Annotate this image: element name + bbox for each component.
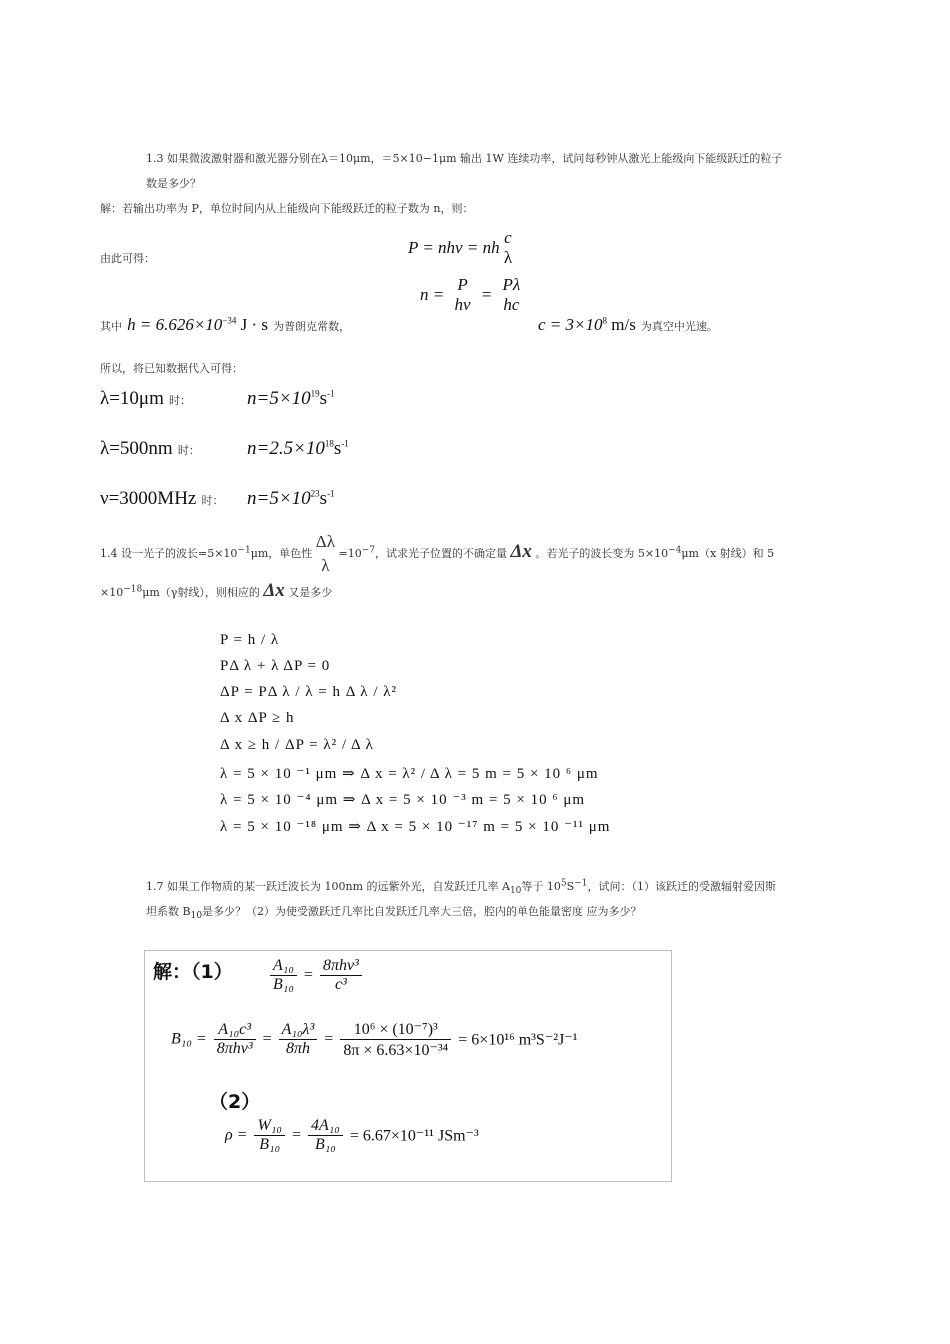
eq2-f1-den: hν [454, 295, 471, 314]
f1-frac-1 [270, 957, 297, 994]
q13-line2: 数是多少？ [146, 177, 201, 190]
result-unit-exp: -1 [341, 438, 349, 449]
solution-image-box [144, 950, 672, 1182]
result-n: n=5×10 [247, 488, 311, 509]
q14-2c: 又是多少 [288, 586, 333, 599]
h-exp: −34 [222, 315, 237, 326]
eq2-equals: = [480, 285, 493, 304]
eq1-fraction [504, 228, 512, 268]
result-exp: 19 [310, 388, 320, 399]
f2-n3: 10⁶ × (10⁻⁷)³ [340, 1019, 451, 1040]
f2-n2: A₁₀λ³ [279, 1021, 318, 1040]
f3-frac-2 [308, 1117, 343, 1154]
q14-frac-num: Δλ [315, 532, 335, 551]
q14-line1 [100, 530, 774, 578]
q14-a: 1.4 设一光子的波长=5×10 [100, 547, 238, 560]
derivation-step: λ = 5 × 10 ⁻¹ μm ⇒ Δ x = λ² / Δ λ = 5 m = 5 × 10 ⁶ μm [220, 766, 599, 782]
result-row [100, 438, 200, 460]
q14-dx: Δx [510, 541, 532, 562]
q17-2a-sub: 10 [190, 911, 203, 922]
result-n: n=2.5×10 [247, 438, 325, 459]
derivation-step: λ = 5 × 10 ⁻¹⁸ μm ⇒ Δ x = 5 × 10 ⁻¹⁷ m = 5 × 10 ⁻¹¹ μm [220, 819, 611, 835]
result-unit-exp: -1 [327, 488, 335, 499]
eq1-text: P = nhν = nh [408, 238, 500, 257]
result-unit: s [333, 438, 342, 459]
result-row [100, 488, 223, 510]
result-when: 时： [201, 494, 224, 507]
eq1-den: λ [503, 248, 513, 267]
q17-2b: 是多少？（2）为使受激跃迁几率比自发跃迁几率大三倍，腔内的单色能量密度 应为多少？ [202, 905, 642, 918]
q14-2a-exp: −18 [123, 584, 143, 595]
eq1-num: c [504, 228, 512, 247]
f3-frac-1 [254, 1117, 284, 1154]
f1-d1: B₁₀ [273, 976, 294, 993]
result-condition: λ=10μm [100, 388, 164, 409]
formula-einstein-ratio: $\frac{\text{A₁₀}}{\text{B₁₀}}$ = 8πhν³ c³ [267, 957, 365, 994]
where-label: 其中 [100, 320, 122, 333]
q17-2a: 坦系数 B [146, 905, 191, 918]
q14-2b: μm（γ射线），则相应的 [142, 586, 260, 599]
eq2-lhs: n = [420, 285, 445, 304]
q17-b: 等于 10 [521, 880, 561, 893]
result-exp: 18 [324, 438, 334, 449]
solution-label-2: （2） [209, 1091, 261, 1113]
f3-n2: 4A₁₀ [308, 1117, 343, 1136]
f2-frac-3 [340, 1019, 451, 1060]
h-desc: 为普朗克常数， [273, 320, 351, 333]
result-unit: s [319, 388, 328, 409]
eq2-f2-num: Pλ [502, 275, 521, 294]
result-when: 时： [169, 394, 191, 407]
q14-c: =10 [338, 547, 362, 560]
q14-2a: ×10 [100, 586, 124, 599]
eq2-f1-num: P [457, 275, 468, 294]
f2-lhs: B₁₀ = [171, 1030, 207, 1048]
q13-line1: 1.3 如果微波激射器和激光器分别在λ＝10μm，＝5×10−1μm 输出 1W 连续功率，试问每秒钟从激光上能级向下能级跃迁的粒子 [146, 152, 783, 165]
eq2-f2-den: hc [503, 295, 520, 314]
equation-power [408, 228, 512, 268]
therefore-line: 所以，将已知数据代入可得： [100, 362, 243, 375]
derivation-step: P = h / λ [220, 632, 280, 648]
result-condition: λ=500nm [100, 438, 173, 459]
result-value [247, 388, 335, 410]
planck-line [100, 315, 350, 335]
q14-fraction [316, 530, 335, 578]
result-unit-exp: -1 [327, 388, 335, 399]
f2-frac-1 [214, 1021, 256, 1058]
result-exp: 23 [310, 488, 320, 499]
result-n: n=5×10 [247, 388, 311, 409]
q17-line2 [146, 903, 642, 921]
f3-n1: W₁₀ [254, 1117, 284, 1136]
f1-n2: 8πhν³ [320, 957, 362, 976]
formula-rho: ρ = $\frac{\text{W₁₀}}{\text{B₁₀}}$ = $\frac{\text{4A₁₀}}{\text{B₁₀}}$ = 6.67×10⁻¹¹ JSm⁻³ [225, 1117, 479, 1153]
q17-c: S [566, 880, 575, 893]
f1-frac-2 [320, 957, 362, 994]
result-when: 时： [177, 444, 200, 457]
result-unit: s [319, 488, 328, 509]
q14-b: μm，单色性 [250, 547, 313, 560]
eq2-fraction-1 [454, 275, 470, 315]
eq2-fraction-2 [503, 275, 521, 315]
c-exp: 8 [602, 315, 607, 326]
f3-lhs: ρ = [225, 1126, 248, 1144]
f2-n1: A₁₀c³ [214, 1021, 256, 1040]
formula-b10: B₁₀ = A₁₀c³ 8πhν³ = $\frac{\text{A₁₀λ³}}{8\pi h}$ = $\frac{\text{10⁶ × (10⁻⁷)³}}{\text{8π × 6.63×10⁻³⁴}}$ = 6×10¹⁶ m³S⁻²J⁻¹ [171, 1021, 578, 1059]
derivation-step: Δ x ΔP ≥ h [220, 710, 295, 726]
q14-line2 [100, 580, 332, 602]
result-row [100, 388, 191, 410]
q14-e-exp: −4 [668, 545, 682, 556]
f2-rhs: = 6×10¹⁶ m³S⁻²J⁻¹ [458, 1031, 578, 1049]
q14-c-exp: −7 [361, 545, 375, 556]
c-unit: m/s [607, 315, 636, 334]
light-speed-line [538, 315, 718, 335]
q14-e: 。若光子的波长变为 5×10 [535, 547, 669, 560]
derivation-step: PΔ λ + λ ΔP = 0 [220, 658, 331, 674]
derivation-step: λ = 5 × 10 ⁻⁴ μm ⇒ Δ x = 5 × 10 ⁻³ m = 5 × 10 ⁶ μm [220, 792, 586, 808]
f2-frac-2 [279, 1021, 318, 1058]
light-speed [538, 315, 636, 334]
q17-a-sub: 10 [509, 886, 522, 897]
f3-rhs: = 6.67×10⁻¹¹ JSm⁻³ [349, 1127, 479, 1145]
q14-2dx: Δx [263, 580, 285, 601]
q14-d: ，试求光子位置的不确定量 [374, 547, 507, 560]
q17-d: ，试问：（1）该跃迁的受激辐射爱因斯 [587, 880, 776, 893]
h-value: h = 6.626×10 [127, 315, 223, 334]
solution-label-1: 解：（1） [153, 961, 233, 983]
q17-line1 [146, 878, 776, 896]
f2-d2: 8πh [285, 1040, 310, 1057]
f1-n1: A₁₀ [270, 957, 297, 976]
c-desc: 为真空中光速。 [640, 320, 718, 333]
f3-d1: B₁₀ [259, 1136, 281, 1153]
c-value: c = 3×10 [538, 315, 603, 334]
equation-n [420, 275, 526, 315]
planck-constant [127, 315, 268, 334]
q14-frac-den: λ [321, 556, 330, 575]
f2-d1: 8πhν³ [216, 1040, 253, 1057]
result-value [247, 438, 349, 460]
q14-a-exp: −1 [237, 545, 251, 556]
f2-d3: 8π × 6.63×10⁻³⁴ [343, 1042, 449, 1059]
f1-d2: c³ [334, 976, 347, 993]
q13-solution-intro: 解：若输出功率为 P，单位时间内从上能级向下能级跃迁的粒子数为 n，则： [100, 202, 474, 215]
result-value [247, 488, 335, 510]
h-unit: J · s [236, 315, 269, 334]
q14-f: μm（x 射线）和 5 [681, 547, 775, 560]
q17-a: 1.7 如果工作物质的某一跃迁波长为 100nm 的远紫外光，自发跃迁几率 A [146, 880, 510, 893]
derive-label: 由此可得： [100, 252, 155, 265]
q17-c-exp: −1 [574, 878, 588, 889]
q17-b-exp: 5 [560, 878, 567, 889]
derivation-step: ΔP = PΔ λ / λ = h Δ λ / λ² [220, 684, 398, 700]
f3-d2: B₁₀ [314, 1136, 336, 1153]
derivation-step: Δ x ≥ h / ΔP = λ² / Δ λ [220, 737, 374, 753]
result-condition: ν=3000MHz [100, 488, 197, 509]
